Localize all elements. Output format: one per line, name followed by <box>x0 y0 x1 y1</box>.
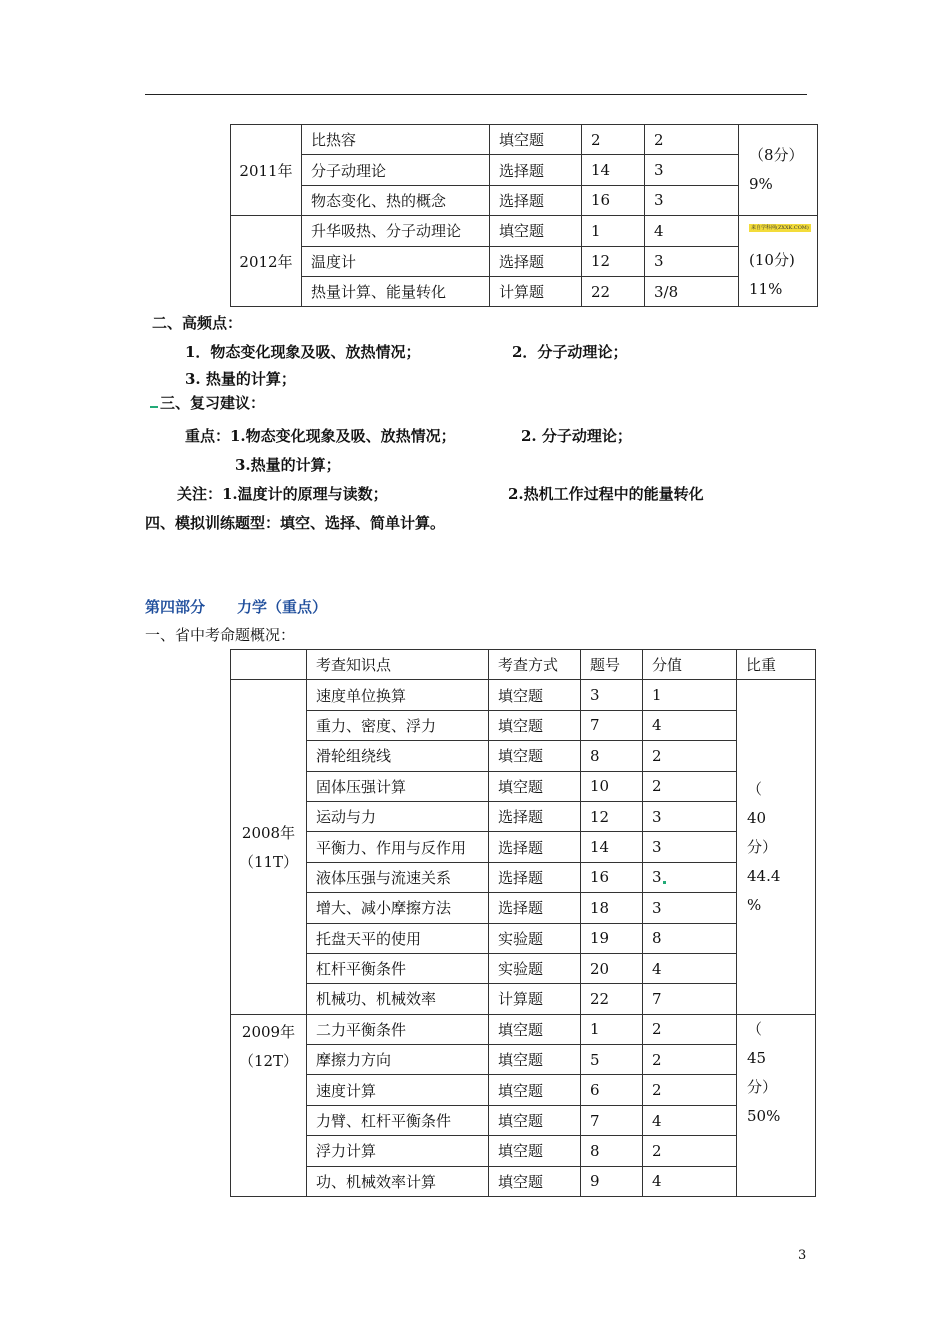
section-heading-practice: 四、模拟训练题型：填空、选择、简单计算。 <box>145 514 446 532</box>
table-row <box>231 1045 816 1075</box>
type-cell: 选择题 <box>489 832 581 862</box>
score-cell: 4 <box>643 1166 737 1196</box>
table-row <box>231 984 816 1014</box>
table-row <box>231 710 816 740</box>
topic-cell: 杠杆平衡条件 <box>307 953 489 983</box>
part-title: 力学（重点） <box>237 598 328 616</box>
ratio-line: （ 45 <box>747 1019 793 1067</box>
topic-cell: 分子动理论 <box>302 155 490 185</box>
review-focus-1: 关注：1.温度计的原理与读数； <box>177 485 388 503</box>
type-cell: 填空题 <box>489 1166 581 1196</box>
score-value: 3 <box>652 868 662 887</box>
num-cell: 5 <box>581 1045 643 1075</box>
type-cell: 填空题 <box>490 216 582 246</box>
review-key-points: 重点：1.物态变化现象及吸、放热情况； <box>185 427 456 445</box>
num-cell: 8 <box>581 1136 643 1166</box>
ratio-line: 分）50% <box>747 1077 781 1125</box>
score-cell: 1 <box>643 680 737 710</box>
type-cell: 填空题 <box>490 125 582 155</box>
ratio-cell <box>737 1014 816 1196</box>
ratio-cell <box>737 680 816 1014</box>
year-cell <box>231 1014 307 1196</box>
year-label: 2008年 <box>241 824 296 843</box>
score-cell: 3 <box>643 893 737 923</box>
ratio-line: 9% <box>749 175 773 194</box>
table-row <box>231 893 816 923</box>
score-cell: 4 <box>643 710 737 740</box>
watermark-stamp: 来自学科网(ZXXK.COM) <box>751 225 809 232</box>
score-cell: 3 <box>645 185 739 215</box>
score-cell: 3 <box>645 155 739 185</box>
header-cell: 分值 <box>643 650 737 680</box>
num-cell: 16 <box>582 185 645 215</box>
table-row <box>231 1166 816 1196</box>
table-row <box>231 246 818 276</box>
table-row <box>231 923 816 953</box>
question-count: （12T） <box>238 1051 299 1070</box>
header-cell: 比重 <box>737 650 816 680</box>
table-row <box>231 1105 816 1135</box>
score-cell: 2 <box>643 1045 737 1075</box>
type-cell: 填空题 <box>489 1014 581 1044</box>
num-cell: 12 <box>581 801 643 831</box>
topic-cell: 重力、密度、浮力 <box>307 710 489 740</box>
num-cell: 2 <box>582 125 645 155</box>
exam-overview-heading: 一、省中考命题概况： <box>145 626 296 644</box>
score-cell: 2 <box>643 741 737 771</box>
score-cell: 4 <box>645 216 739 246</box>
topic-cell: 功、机械效率计算 <box>307 1166 489 1196</box>
ratio-cell <box>739 125 818 216</box>
type-cell: 选择题 <box>489 862 581 892</box>
table-row <box>231 862 816 892</box>
score-cell: 2 <box>643 1075 737 1105</box>
table-row <box>231 1136 816 1166</box>
topic-cell: 运动与力 <box>307 801 489 831</box>
num-cell: 22 <box>582 276 645 306</box>
num-cell: 16 <box>581 862 643 892</box>
num-cell: 1 <box>582 216 645 246</box>
num-cell: 7 <box>581 1105 643 1135</box>
year-cell: 2011年 <box>231 125 302 216</box>
num-cell: 14 <box>582 155 645 185</box>
type-cell: 填空题 <box>489 1136 581 1166</box>
table-row <box>231 276 818 306</box>
year-cell: 2012年 <box>231 216 302 307</box>
num-cell: 22 <box>581 984 643 1014</box>
topic-cell: 物态变化、热的概念 <box>302 185 490 215</box>
ratio-line: （8分） <box>749 146 804 165</box>
topic-cell: 固体压强计算 <box>307 771 489 801</box>
ratio-line: （ 40 <box>747 779 793 827</box>
num-cell: 8 <box>581 741 643 771</box>
table-row <box>231 832 816 862</box>
ratio-line: % <box>747 895 762 914</box>
type-cell: 填空题 <box>489 710 581 740</box>
topic-cell: 机械功、机械效率 <box>307 984 489 1014</box>
header-cell: 题号 <box>581 650 643 680</box>
type-cell: 计算题 <box>490 276 582 306</box>
ratio-line: 11% <box>749 280 783 299</box>
ratio-line: (10分) <box>749 251 795 270</box>
review-key-point-3: 3.热量的计算； <box>235 456 341 474</box>
num-cell: 3 <box>581 680 643 710</box>
score-cell: 8 <box>643 923 737 953</box>
topic-cell: 比热容 <box>302 125 490 155</box>
topic-cell: 二力平衡条件 <box>307 1014 489 1044</box>
score-cell: 2 <box>643 1136 737 1166</box>
ratio-cell <box>739 216 818 307</box>
high-frequency-item-2: 2．分子动理论； <box>512 343 628 361</box>
topic-cell: 力臂、杠杆平衡条件 <box>307 1105 489 1135</box>
page-number: 3 <box>798 1248 807 1263</box>
header-cell <box>231 650 307 680</box>
year-label: 2009年 <box>241 1022 296 1041</box>
num-cell: 1 <box>581 1014 643 1044</box>
header-cell: 考查知识点 <box>307 650 489 680</box>
type-cell: 实验题 <box>489 923 581 953</box>
table-row <box>231 185 818 215</box>
table-row <box>231 741 816 771</box>
num-cell: 14 <box>581 832 643 862</box>
score-cell: 4 <box>643 953 737 983</box>
header-cell: 考查方式 <box>489 650 581 680</box>
topic-cell: 速度单位换算 <box>307 680 489 710</box>
exam-table-thermal <box>230 124 818 307</box>
topic-cell: 平衡力、作用与反作用 <box>307 832 489 862</box>
topic-cell: 增大、减小摩擦方法 <box>307 893 489 923</box>
topic-cell: 液体压强与流速关系 <box>307 862 489 892</box>
num-cell: 19 <box>581 923 643 953</box>
ratio-line: 分）44.4 <box>747 837 781 885</box>
score-cell: 3 <box>643 801 737 831</box>
table-row <box>231 216 818 246</box>
exam-table-mechanics <box>230 649 816 1197</box>
score-cell: 3 <box>645 246 739 276</box>
score-cell: 2 <box>645 125 739 155</box>
table-row <box>231 801 816 831</box>
section-heading-review: 三、复习建议： <box>160 394 266 412</box>
topic-cell: 热量计算、能量转化 <box>302 276 490 306</box>
score-cell: 3 <box>643 832 737 862</box>
header-rule <box>145 94 807 95</box>
num-cell: 12 <box>582 246 645 276</box>
score-cell: 4 <box>643 1105 737 1135</box>
score-cell: 2 <box>643 771 737 801</box>
type-cell: 填空题 <box>489 1075 581 1105</box>
part-label: 第四部分 <box>145 598 206 616</box>
table-row <box>231 771 816 801</box>
topic-cell: 滑轮组绕线 <box>307 741 489 771</box>
table-row <box>231 1014 816 1044</box>
table-row <box>231 155 818 185</box>
num-cell: 10 <box>581 771 643 801</box>
topic-cell: 速度计算 <box>307 1075 489 1105</box>
score-cell <box>643 862 737 892</box>
type-cell: 计算题 <box>489 984 581 1014</box>
topic-cell: 温度计 <box>302 246 490 276</box>
num-cell: 9 <box>581 1166 643 1196</box>
num-cell: 20 <box>581 953 643 983</box>
type-cell: 选择题 <box>490 246 582 276</box>
green-mark <box>150 406 158 408</box>
score-cell: 2 <box>643 1014 737 1044</box>
type-cell: 填空题 <box>489 771 581 801</box>
score-cell: 7 <box>643 984 737 1014</box>
num-cell: 6 <box>581 1075 643 1105</box>
score-cell: 3/8 <box>645 276 739 306</box>
type-cell: 填空题 <box>489 1045 581 1075</box>
type-cell: 填空题 <box>489 680 581 710</box>
type-cell: 填空题 <box>489 741 581 771</box>
type-cell: 实验题 <box>489 953 581 983</box>
topic-cell: 摩擦力方向 <box>307 1045 489 1075</box>
type-cell: 选择题 <box>490 185 582 215</box>
type-cell: 填空题 <box>489 1105 581 1135</box>
type-cell: 选择题 <box>490 155 582 185</box>
table-row <box>231 1075 816 1105</box>
type-cell: 选择题 <box>489 801 581 831</box>
high-frequency-item-1: 1．物态变化现象及吸、放热情况； <box>185 343 421 361</box>
table-row <box>231 680 816 710</box>
type-cell: 选择题 <box>489 893 581 923</box>
topic-cell: 托盘天平的使用 <box>307 923 489 953</box>
table-row <box>231 125 818 155</box>
topic-cell: 升华吸热、分子动理论 <box>302 216 490 246</box>
num-cell: 18 <box>581 893 643 923</box>
num-cell: 7 <box>581 710 643 740</box>
question-count: （11T） <box>238 853 299 872</box>
topic-cell: 浮力计算 <box>307 1136 489 1166</box>
table-header-row <box>231 650 816 680</box>
high-frequency-item-3: 3. 热量的计算； <box>185 370 296 388</box>
review-focus-2: 2.热机工作过程中的能量转化 <box>508 485 704 503</box>
year-cell <box>231 680 307 1014</box>
section-heading-high-frequency: 二、高频点： <box>152 314 243 332</box>
table-row <box>231 953 816 983</box>
green-dot <box>663 881 666 884</box>
review-key-point-2: 2. 分子动理论； <box>521 427 632 445</box>
